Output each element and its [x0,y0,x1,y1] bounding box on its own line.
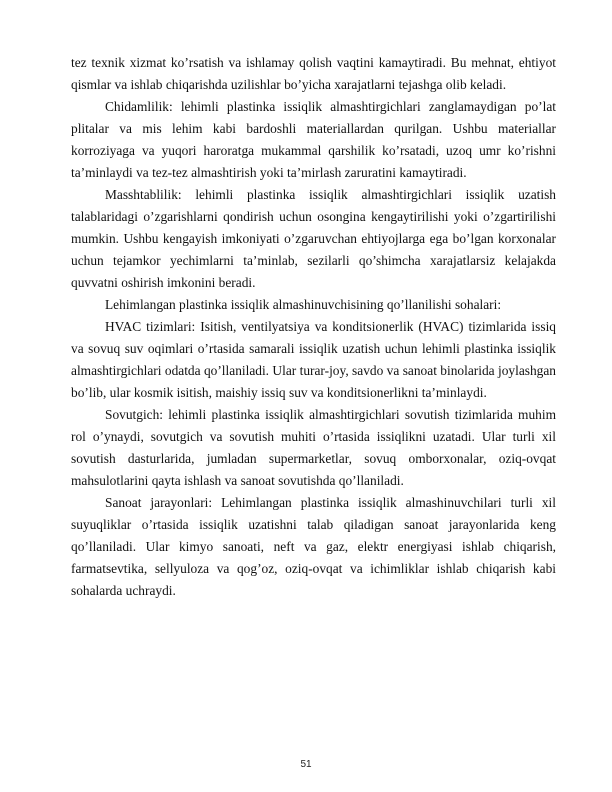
paragraph-applications-heading: Lehimlangan plastinka issiqlik almashinuvchisining qo’llanilishi sohalari: [105,297,502,312]
paragraph-hvac: HVAC tizimlari: Isitish, ventilyatsiya va konditsionerlik (HVAC) tizimlarida issiq va sovuq suv oqimlari o’rtasida samarali issiqlik uzatish uchun lehimli plastinka issiqlik almashtirgichlari odatda qo’llaniladi. Ular turar-joy, savdo va sanoat binolarida joylashgan bo’lib, ular kosmik isitish, maishiy issiq suv va konditsionerlikni ta’minlaydi. [71,319,556,400]
paragraph-industrial: Sanoat jarayonlari: Lehimlangan plastinka issiqlik almashinuvchilari turli xil suyuqliklar o’rtasida issiqlik uzatishni talab qiladigan sanoat jarayonlarida keng qo’llaniladi. Ular kimyo sanoati, neft va gaz, elektr energiyasi ishlab chiqarish, farmatsevtika, sellyuloza va qog’oz, oziq-ovqat va ichimliklar ishlab chiqarish kabi sohalarda uchraydi. [71,495,556,598]
document-body [71,52,556,602]
paragraph-refrigeration: Sovutgich: lehimli plastinka issiqlik almashtirgichlari sovutish tizimlarida muhim rol o’ynaydi, sovutgich va sovutish muhiti o’rtasida issiqlikni uzatadi. Ular turli xil sovutish dasturlarida, jumladan supermarketlar, sovuq omborxonalar, oziq-ovqat mahsulotlarini qayta ishlash va sanoat sovutishda qo’llaniladi. [71,407,556,488]
page-number: 51 [300,759,312,770]
paragraph-continuation: tez texnik xizmat ko’rsatish va ishlamay qolish vaqtini kamaytiradi. Bu mehnat, ehtiyot qismlar va ishlab chiqarishda uzilishlar bo’yicha xarajatlarni tejashga olib keladi. [71,55,556,92]
paragraph-scalability: Masshtablilik: lehimli plastinka issiqlik almashtirgichlari issiqlik uzatish talablaridagi o’zgarishlarni qondirish uchun osongina kengaytirilishi yoki o’zgartirilishi mumkin. Ushbu kengayish imkoniyati o’zgaruvchan ehtiyojlarga ega bo’lgan korxonalar uchun tejamkor yechimlarni ta’minlab, sezilarli qo’shimcha xarajatlarsiz kelajakda quvvatni oshirish imkonini beradi. [71,187,556,290]
paragraph-durability: Chidamlilik: lehimli plastinka issiqlik almashtirgichlari zanglamaydigan po’lat plitalar va mis lehim kabi bardoshli materiallardan qurilgan. Ushbu materiallar korroziyaga va yuqori haroratga mukammal qarshilik ko’rsatadi, uzoq umr ko’rishni ta’minlaydi va tez-tez almashtirish yoki ta’mirlash zaruratini kamaytiradi. [71,99,556,180]
